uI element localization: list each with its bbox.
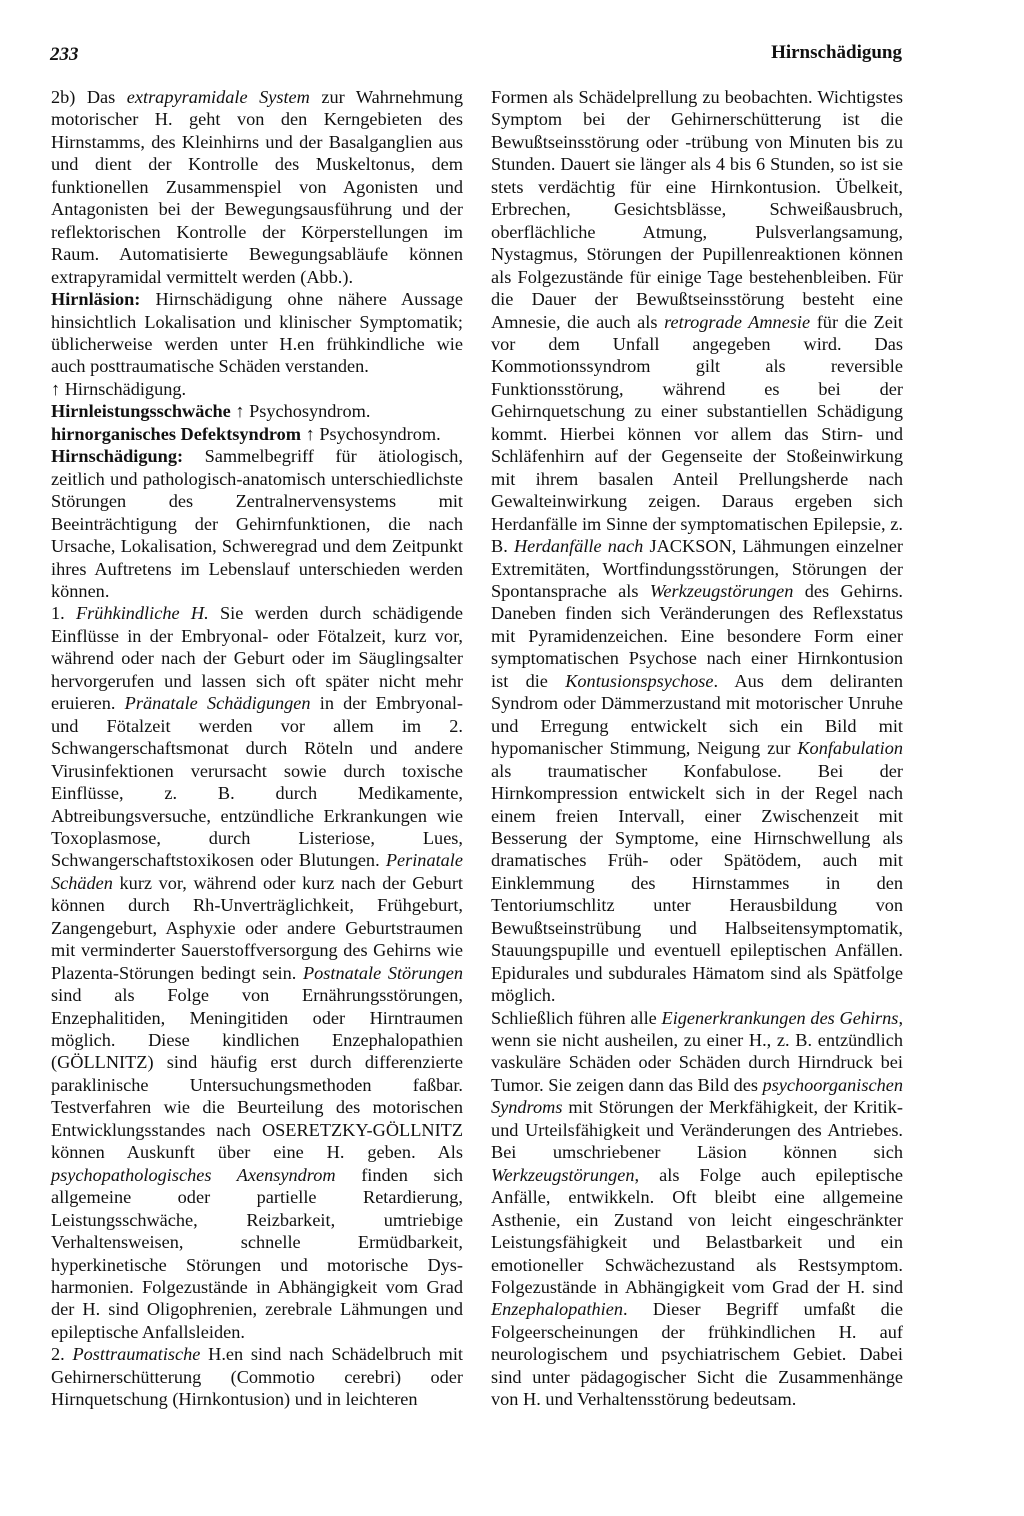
right-text-column	[491, 86, 903, 1411]
emphasis-text: Pränatale Schädigungen	[124, 693, 311, 714]
page-number: 233	[50, 44, 79, 65]
entry-headword: Hirnleistungsschwäche	[51, 401, 231, 422]
entry-headword: Hirnläsion:	[51, 289, 141, 310]
left-text-column	[51, 86, 463, 1411]
body-text: Hirnschädigung ohne nähere Aussage hinsichtlich Lokalisation und klinischer Symptomatik; üblicherweise werden unter H.en frühkindliche wie auch posttraumatische Schäden verstanden.	[51, 289, 463, 377]
body-text: ↑ Psychosyndrom.	[301, 423, 441, 444]
emphasis-text: Enzephalopathien	[491, 1299, 624, 1320]
body-text: finden sich allgemeine oder partielle Retardierung, Leistungsschwäche, Reizbarkeit, umtriebige Verhaltensweisen, schnelle Ermüdbarkeit, hyperkinetische Störungen und motorische Dysharmonien. Folgezustände in Abhängigkeit vom Grad der H. sind Oligophrenien, zerebrale Lähmungen und epileptische Anfallsleiden.	[51, 1164, 463, 1342]
emphasis-text: Posttraumatische	[72, 1344, 201, 1365]
paragraph	[51, 1343, 463, 1410]
paragraph	[51, 602, 463, 1343]
emphasis-text: Postnatale Störungen	[302, 962, 463, 983]
body-text: H.en sind nach Schädelbruch mit Gehirnerschütterung (Commotio cerebri) oder Hirnquetschung (Hirnkontusion) und in leichteren	[51, 1344, 463, 1410]
paragraph	[51, 86, 463, 288]
paragraph	[491, 1007, 903, 1411]
emphasis-text: psychopathologisches Axensyndrom	[51, 1164, 336, 1185]
emphasis-text: Herdanfälle nach	[513, 536, 644, 557]
emphasis-text: retrograde Amnesie	[664, 311, 811, 332]
body-text: kurz vor, während oder kurz nach der Geburt können durch Rh-Unverträglichkeit, Frühgeburt, Zangengeburt, Asphyxie oder andere Geburtstraumen mit verminderter Sauerstoffversorgung des Gehirns wie Plazenta-Störungen bedingt sein.	[51, 872, 463, 983]
paragraph	[491, 86, 903, 1007]
paragraph	[51, 400, 463, 422]
body-text: für die Zeit vor dem Unfall angegeben wird. Das Kommotionssyndrom gilt als reversible Funktionsstörung, während es bei der Gehirnquetschung zu einer substantiellen Schädigung kommt. Hierbei können vor allem das Stirn- und Schläfenhirn auf der Gegenseite der Stoßeinwirkung mit ihrem basalen Anteil Prellungsherde nach Gewalteinwirkung zeigen. Daraus ergeben sich Herdanfälle im Sinne der symptomatischen Epilepsie, z. B.	[491, 311, 903, 557]
paragraph	[51, 288, 463, 378]
body-text: Formen als Schädelprellung zu beobachten. Wichtigstes Symptom bei der Gehirnerschütterung ist die Bewußtseinsstörung oder -trübung von Minuten bis zu Stunden. Dauert sie länger als 4 bis 6 Stunden, so ist sie stets verdächtig für eine Hirnkontusion. Übelkeit, Erbrechen, Gesichtsblässe, Schweißausbruch, oberflächliche Atmung, Pulsverlangsamung, Nystagmus, Störungen der Pupillenreaktionen können als Folgezustände für einige Tage bestehenbleiben. Für die Dauer der Bewußtseinsstörung besteht eine Amnesie, die auch als	[491, 87, 903, 332]
entry-headword: hirnorganisches Defektsyndrom	[51, 423, 302, 444]
body-text: zur Wahrnehmung motorischer H. geht von den Kerngebieten des Hirnstamms, des Kleinhirns und der Basalganglien aus und dient der Kontrolle des Muskeltonus, dem funktionellen Zusammenspiel von Agonisten und Antagonisten bei der Bewegungsausführung und der reflektorischen Kontrolle der Körperstellungen im Raum. Automatisierte Bewegungsabläufe können extrapyramidal vermittelt werden (Abb.).	[51, 87, 463, 287]
emphasis-text: extrapyramidale System	[126, 87, 310, 107]
paragraph	[51, 378, 463, 400]
body-text: JACKSON, Lähmungen einzelner Extremitäten, Wortfindungsstörungen, Störungen der Spontansprache als	[491, 536, 903, 601]
body-text: sind als Folge von Ernährungsstörungen, Enzephalitiden, Meningitiden oder Hirntraumen möglich. Diese kindlichen Enzephalopathien (GÖLLNITZ) sind häufig erst durch differenzierte paraklinische Untersuchungsmethoden faßbar. Testverfahren wie die Beurteilung des motorischen Entwicklungsstandes nach OSERETZKY-GÖLLNITZ können Auskunft über eine H. geben. Als	[51, 985, 463, 1163]
running-head: Hirnschädigung	[771, 42, 902, 63]
body-text: , als Folge auch epileptische Anfälle, entwikkeln. Oft bleibt eine allgemeine Asthenie, ein Zustand von leicht eingeschränkter Leistungsfähigkeit und Belastbarkeit und ein emotioneller Schwächezustand als Restsymptom. Folgezustände in Abhängigkeit vom Grad der H. sind	[491, 1164, 903, 1298]
body-text: 2b) Das	[51, 87, 127, 107]
paragraph	[51, 445, 463, 602]
emphasis-text: Eigenerkrankungen des Gehirns	[661, 1007, 899, 1028]
emphasis-text: Perinatale Schäden	[51, 850, 463, 893]
entry-headword: Hirnschädigung:	[51, 446, 184, 467]
body-text: ↑ Psychosyndrom.	[230, 401, 371, 422]
body-text: 2.	[51, 1344, 73, 1365]
body-text: . Dieser Begriff umfaßt die Folgeerscheinungen der frühkindlichen H. auf neurologischem und psychiatrischem Gebiet. Dabei sind unter pädagogischer Sicht die Zusammenhänge von H. und Verhaltensstörung bedeutsam.	[491, 1299, 903, 1410]
emphasis-text: Werkzeugstörungen	[649, 580, 794, 601]
body-text: als traumatischer Konfabulose. Bei der Hirnkompression entwickelt sich in der Regel nach einem freien Intervall, einer Zwischenzeit mit Besserung der Symptome, eine Hirnschwellung als dramatisches Früh- oder Spätödem, auch mit Einklemmung des Hirnstammes in den Tentoriumschlitz unter Herausbildung von Bewußtseinstrübung und Halbseitensymptomatik, Stauungspupille und eventuell epileptischen Anfällen. Epidurales und subdurales Hämatom sind als Spätfolge möglich.	[491, 760, 903, 1006]
emphasis-text: psychoorganischen Syndroms	[491, 1074, 903, 1118]
body-text: Sammelbegriff für ätiologisch, zeitlich und pathologisch-anatomisch unterschiedlichste Störungen des Zentralnervensystems mit Beeinträchtigung der Gehirnfunktionen, die nach Ursache, Lokalisation, Schweregrad und dem Zeitpunkt ihres Auftretens im Lebenslauf unterschieden werden können.	[51, 446, 463, 601]
emphasis-text: Werkzeugstörungen	[491, 1164, 635, 1185]
body-text: Schließlich führen alle	[491, 1007, 662, 1028]
body-text: , wenn sie nicht ausheilen, zu einer H., z. B. entzündlich vaskuläre Schäden oder Schäden durch Hirndruck bei Tumor. Sie zeigen dann das Bild des	[491, 1007, 904, 1095]
paragraph	[51, 423, 463, 445]
body-text: Sie werden durch schädigende Einflüsse in der Embryonal- oder Fötalzeit, kurz vor, während oder nach der Geburt oder im Säuglingsalter hervorgerufen und lassen sich oft später nicht mehr eruieren.	[51, 603, 463, 714]
body-text: des Gehirns. Daneben finden sich Veränderungen des Reflexstatus mit Pyramidenzeichen. Eine besondere Form einer symptomatischen Psychose nach einer Hirnkontusion ist die	[491, 580, 903, 691]
body-text: ↑ Hirnschädigung.	[51, 378, 187, 399]
emphasis-text: Konfabulation	[797, 738, 903, 759]
body-text: mit Störungen der Merkfähigkeit, der Kritik- und Urteilsfähigkeit und Veränderungen des Antriebes. Bei umschriebener Läsion können sich	[491, 1097, 903, 1163]
body-text: . Aus dem deliranten Syndrom oder Dämmerzustand mit motorischer Unruhe und Erregung entwickelt sich ein Bild mit hypomanischer Stimmung, Neigung zur	[491, 670, 903, 759]
body-text: 1.	[51, 603, 77, 624]
emphasis-text: Frühkindliche H.	[76, 603, 209, 624]
emphasis-text: Kontusionspsychose	[565, 670, 714, 691]
body-text: in der Embryonal- und Fötalzeit werden vor allem im 2. Schwangerschaftsmonat durch Röteln und andere Virusinfektionen verursacht sowie durch toxische Einflüsse, z. B. durch Medikamente, Abtreibungsversuche, entzündliche Erkrankungen wie Toxoplasmose, durch Listeriose, Lues, Schwangerschaftstoxikosen oder Blutungen.	[51, 693, 464, 871]
